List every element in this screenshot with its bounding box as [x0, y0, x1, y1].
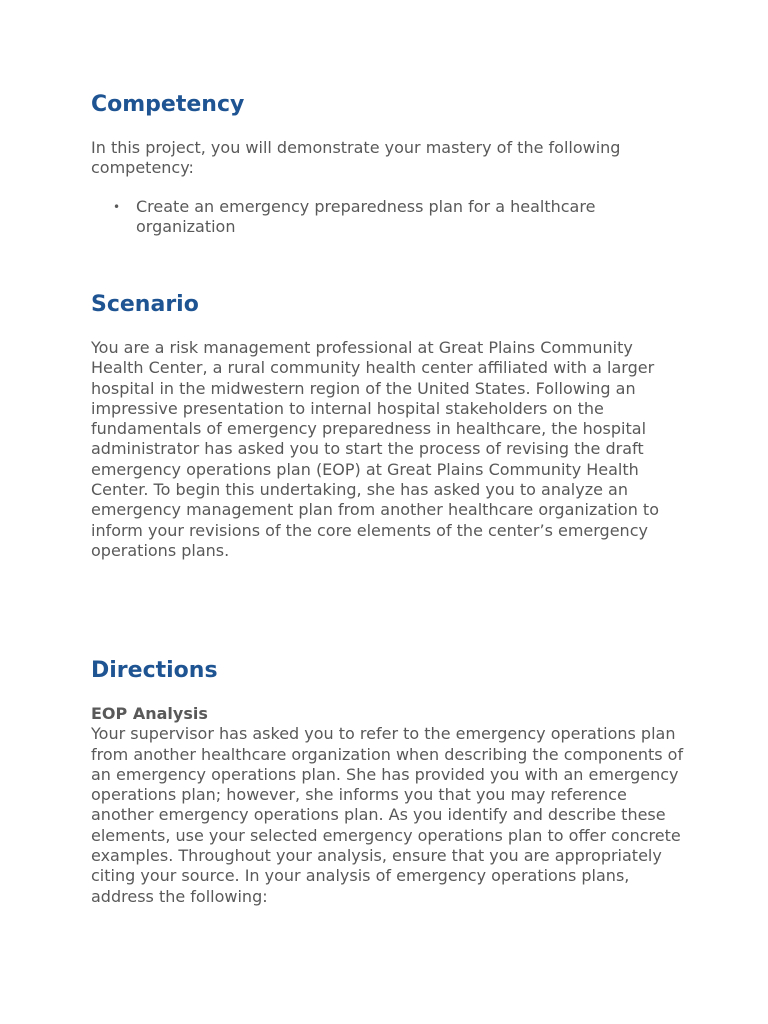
- directions-heading: Directions: [91, 658, 218, 683]
- competency-list: [91, 197, 651, 237]
- eop-analysis-subheading: EOP Analysis: [91, 704, 208, 723]
- scenario-heading: Scenario: [91, 292, 199, 317]
- bullet-icon: •: [113, 200, 121, 214]
- directions-body: Your supervisor has asked you to refer to the emergency operations plan from another healthcare organization when describing the components of an emergency operations plan. She has provided you with an emergency operations plan; however, she informs you that you may reference another emergency operations plan. As you identify and describe these elements, use your selected emergency operations plan to offer concrete examples. Throughout your analysis, ensure that you are appropriately citing your source. In your analysis of emergency operations plans, address the following:: [91, 724, 684, 906]
- competency-heading: Competency: [91, 92, 245, 117]
- directions-section: [91, 704, 687, 907]
- scenario-body: You are a risk management professional at Great Plains Community Health Center, a rural community health center affiliated with a larger hospital in the midwestern region of the United States. Following an impressive presentation to internal hospital stakeholders on the fundamentals of emergency preparedness in healthcare, the hospital administrator has asked you to start the process of revising the draft emergency operations plan (EOP) at Great Plains Community Health Center. To begin this undertaking, she has asked you to analyze an emergency management plan from another healthcare organization to inform your revisions of the core elements of the center’s emergency operations plans.: [91, 338, 659, 560]
- list-item: [91, 197, 651, 237]
- competency-item-text: Create an emergency preparedness plan for a healthcare organization: [136, 197, 596, 236]
- competency-intro: In this project, you will demonstrate your mastery of the following competency:: [91, 138, 621, 178]
